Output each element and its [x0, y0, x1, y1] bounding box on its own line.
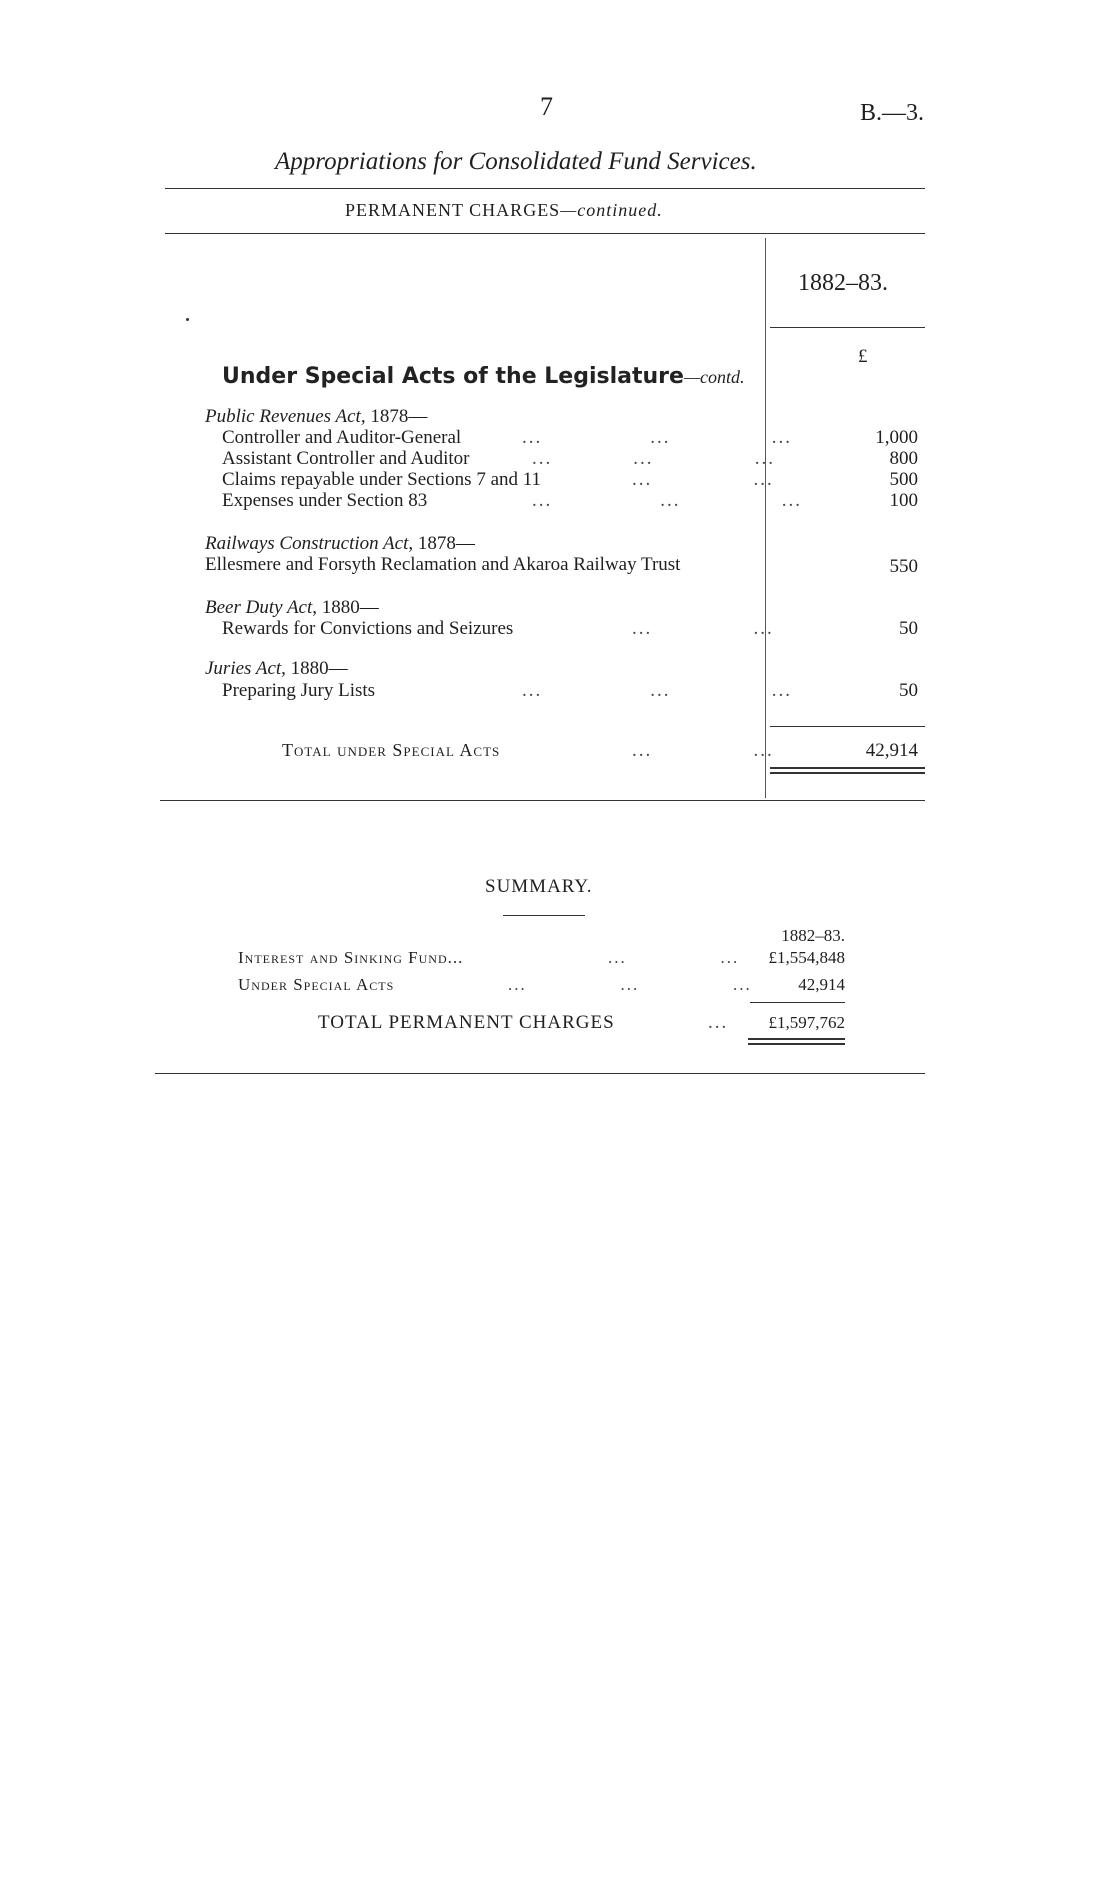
line-item-value: 550	[889, 556, 918, 577]
special-acts-heading-main: Under Special Acts of the Legislature	[222, 364, 684, 389]
page-bottom-rule	[155, 1073, 925, 1074]
line-item	[205, 554, 765, 575]
act-name: Railways Construction Act	[205, 533, 409, 554]
table-bottom-rule	[160, 800, 925, 801]
act-year: , 1878—	[408, 533, 475, 554]
column-divider	[765, 238, 766, 798]
line-item-label: Preparing Jury Lists	[222, 680, 376, 701]
summary-title: SUMMARY.	[485, 876, 593, 897]
summary-double-rule-a	[748, 1038, 845, 1040]
line-item-label: Ellesmere and Forsyth Reclamation and Akaroa Railway Trust	[205, 554, 681, 575]
summary-total-value: £1,597,762	[768, 1013, 845, 1032]
act-name: Public Revenues Act	[205, 406, 361, 427]
total-special-acts-row	[282, 740, 774, 761]
summary-total-label: TOTAL PERMANENT CHARGES	[318, 1012, 615, 1033]
page-number: 7	[540, 92, 553, 121]
special-acts-heading	[222, 364, 744, 389]
leader-dots: ... ...	[632, 469, 774, 490]
page-title: Appropriations for Consolidated Fund Services.	[275, 148, 757, 175]
leader-dots: ...	[708, 1012, 729, 1033]
leader-dots: ... ... ...	[522, 680, 792, 701]
section-heading-main: PERMANENT CHARGES	[345, 200, 561, 220]
leader-dots: ... ... ...	[508, 975, 752, 994]
summary-row	[238, 948, 738, 968]
summary-row-label: Interest and Sinking Fund...	[238, 948, 464, 967]
document-reference: B.—3.	[860, 100, 925, 126]
act-title	[205, 533, 475, 554]
act-title	[205, 597, 379, 618]
line-item-value: 1,000	[875, 427, 918, 448]
line-item-label: Claims repayable under Sections 7 and 11	[222, 469, 542, 490]
line-item-value: 500	[889, 469, 918, 490]
section-heading	[345, 200, 663, 221]
line-item-label: Rewards for Convictions and Seizures	[222, 618, 514, 639]
line-item-label: Expenses under Section 83	[222, 490, 428, 511]
leader-dots: ... ...	[632, 740, 774, 761]
leader-dots: ... ...	[632, 618, 774, 639]
line-item-value: 100	[889, 490, 918, 511]
total-double-rule-b	[770, 772, 925, 774]
summary-row-value: £1,554,848	[768, 948, 845, 967]
summary-subtotal-rule	[750, 1002, 845, 1003]
act-year: , 1878—	[360, 406, 428, 427]
line-item-value: 50	[899, 618, 918, 639]
total-special-acts-value: 42,914	[865, 740, 918, 761]
currency-symbol: £	[858, 346, 868, 367]
table-top-rule	[165, 233, 925, 234]
subtotal-rule	[770, 726, 925, 727]
leader-dots: ... ... ...	[522, 427, 792, 448]
year-header-rule	[770, 327, 925, 328]
line-item	[222, 618, 774, 639]
summary-row-value: 42,914	[798, 975, 845, 994]
act-year: , 1880—	[312, 597, 379, 618]
act-name: Juries Act	[205, 658, 282, 679]
line-item-label: Assistant Controller and Auditor	[222, 448, 470, 469]
act-year: , 1880—	[281, 658, 348, 679]
line-item	[222, 448, 775, 469]
top-rule	[165, 188, 925, 189]
leader-dots: ... ... ...	[532, 490, 802, 511]
line-item	[222, 469, 774, 490]
year-column-header: 1882–83.	[798, 270, 888, 296]
line-item	[222, 490, 802, 511]
total-double-rule-a	[770, 767, 925, 769]
summary-title-rule	[503, 915, 585, 916]
section-heading-suffix: —continued.	[560, 200, 663, 220]
act-name: Beer Duty Act	[205, 597, 313, 618]
summary-year-header: 1882–83.	[781, 926, 845, 945]
act-title	[205, 406, 427, 427]
line-item-label: Controller and Auditor-General	[222, 427, 462, 448]
summary-total-row	[318, 1012, 748, 1034]
line-item-value: 800	[889, 448, 918, 469]
summary-row	[238, 975, 752, 995]
summary-double-rule-b	[748, 1043, 845, 1045]
leader-dots: ... ... ...	[532, 448, 775, 469]
line-item	[222, 680, 792, 701]
summary-row-label: Under Special Acts	[238, 975, 395, 994]
line-item	[222, 427, 792, 448]
special-acts-heading-suffix: —contd.	[683, 367, 745, 387]
leader-dots: ... ...	[608, 948, 740, 967]
stray-dot	[186, 318, 189, 321]
total-special-acts-label: Total under Special Acts	[282, 740, 501, 760]
line-item-value: 50	[899, 680, 918, 701]
act-title	[205, 658, 348, 679]
